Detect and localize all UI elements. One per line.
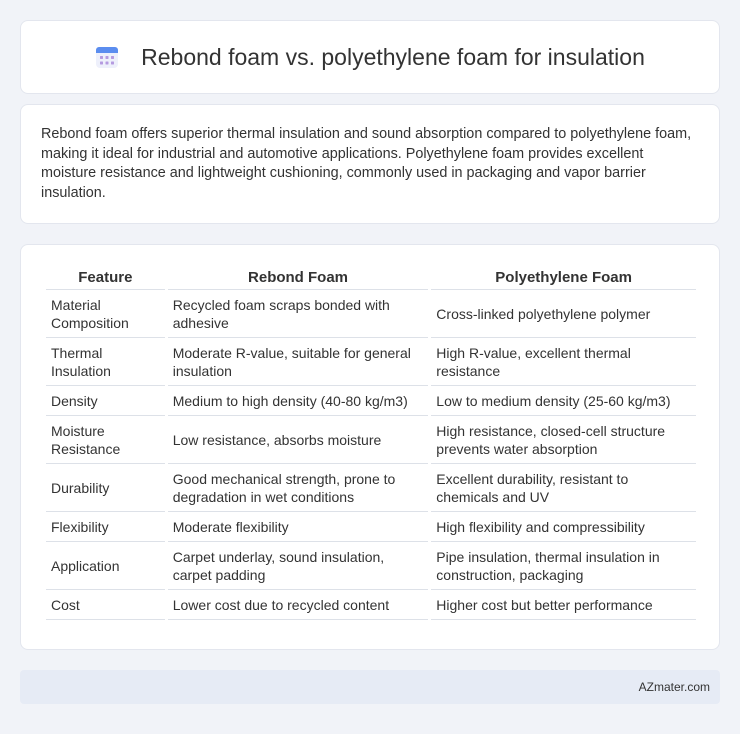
feature-cell: Flexibility <box>46 512 165 542</box>
table-header-row <box>46 265 696 290</box>
feature-cell: Material Composition <box>46 290 165 338</box>
feature-cell: Cost <box>46 590 165 620</box>
rebond-cell: Low resistance, absorbs moisture <box>168 416 429 464</box>
header-feature: Feature <box>46 265 165 290</box>
table-row <box>46 290 696 338</box>
polyethylene-cell: Excellent durability, resistant to chemicals and UV <box>431 464 696 512</box>
table-row <box>46 416 696 464</box>
polyethylene-cell: High resistance, closed-cell structure prevents water absorption <box>431 416 696 464</box>
polyethylene-cell: Higher cost but better performance <box>431 590 696 620</box>
page-title: Rebond foam vs. polyethylene foam for insulation <box>141 43 645 70</box>
polyethylene-cell: High R-value, excellent thermal resistance <box>431 338 696 386</box>
rebond-cell: Medium to high density (40-80 kg/m3) <box>168 386 429 416</box>
polyethylene-cell: Low to medium density (25-60 kg/m3) <box>431 386 696 416</box>
rebond-cell: Carpet underlay, sound insulation, carpet padding <box>168 542 429 590</box>
feature-cell: Moisture Resistance <box>46 416 165 464</box>
footer-source: AZmater.com <box>638 680 710 694</box>
intro-card <box>20 104 720 224</box>
rebond-cell: Good mechanical strength, prone to degradation in wet conditions <box>168 464 429 512</box>
header-rebond-foam: Rebond Foam <box>168 265 429 290</box>
rebond-cell: Moderate flexibility <box>168 512 429 542</box>
rebond-cell: Recycled foam scraps bonded with adhesive <box>168 290 429 338</box>
table-row <box>46 590 696 620</box>
polyethylene-cell: Pipe insulation, thermal insulation in construction, packaging <box>431 542 696 590</box>
title-card <box>20 20 720 94</box>
feature-cell: Application <box>46 542 165 590</box>
table-row <box>46 464 696 512</box>
table-row <box>46 386 696 416</box>
intro-paragraph: Rebond foam offers superior thermal insulation and sound absorption compared to polyethylene foam, making it ideal for industrial and automotive applications. Polyethylene foam provides excellent moisture resistance and lightweight cushioning, commonly used in packaging and vapor barrier insulation. <box>41 126 692 201</box>
comparison-card <box>20 244 720 650</box>
table-row <box>46 338 696 386</box>
footer <box>20 670 720 704</box>
rebond-cell: Moderate R-value, suitable for general insulation <box>168 338 429 386</box>
table-row <box>46 542 696 590</box>
comparison-table <box>43 265 699 620</box>
rebond-cell: Lower cost due to recycled content <box>168 590 429 620</box>
polyethylene-cell: High flexibility and compressibility <box>431 512 696 542</box>
header-polyethylene-foam: Polyethylene Foam <box>431 265 696 290</box>
polyethylene-cell: Cross-linked polyethylene polymer <box>431 290 696 338</box>
table-row <box>46 512 696 542</box>
calendar-icon <box>95 45 119 69</box>
feature-cell: Density <box>46 386 165 416</box>
title-wrap <box>95 44 645 71</box>
feature-cell: Thermal Insulation <box>46 338 165 386</box>
feature-cell: Durability <box>46 464 165 512</box>
